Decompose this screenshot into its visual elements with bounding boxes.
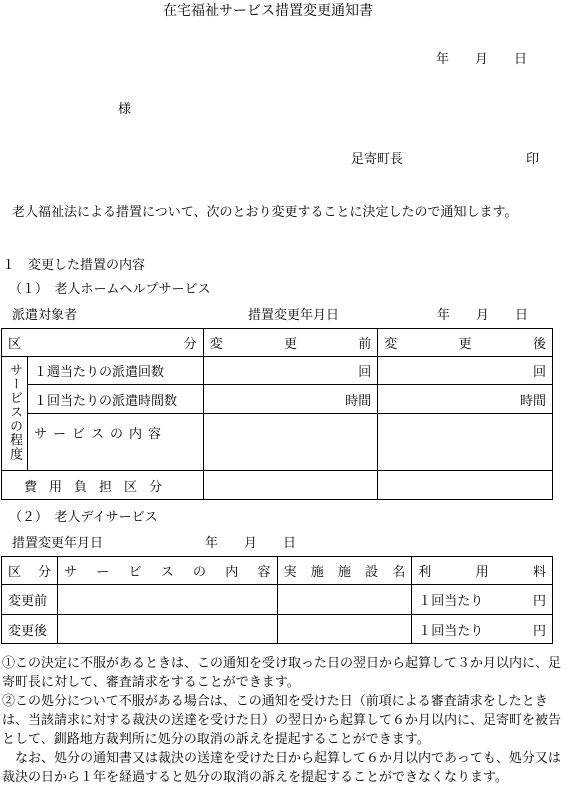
facility-cell — [277, 615, 412, 644]
header-facility: 実 施 施 設 名 — [277, 557, 412, 585]
homehelp-table — [1, 328, 553, 500]
day-change-date-value: 年 月 日 — [205, 536, 297, 551]
dayservice-table — [1, 556, 553, 644]
header-before: 変 更 前 — [203, 329, 378, 357]
after-value — [378, 414, 553, 471]
issuer-name: 足寄町長 — [351, 152, 404, 167]
header-fee: 利 用 料 — [412, 557, 553, 585]
header-after: 変 更 後 — [378, 329, 553, 357]
row-label: 変更後 — [2, 615, 58, 644]
intro-text: 老人福祉法による措置について、次のとおり変更することに決定したので通知します。 — [12, 205, 518, 220]
service-degree-label: サービスの程度 — [2, 357, 28, 471]
header-kubun: 区 分 — [2, 557, 58, 585]
issue-date: 年 月 日 — [436, 52, 528, 67]
note-appeal: ①この決定に不服があるときは、この通知を受け取った日の翌日から起算して３か月以内に、足寄町長に対して、審査請求をすることができます。 — [2, 656, 562, 690]
day-change-date-label: 措置変更年月日 — [12, 536, 104, 551]
table-row — [2, 471, 553, 500]
table-row — [2, 385, 553, 414]
section1-heading: １ 変更した措置の内容 — [2, 258, 146, 273]
before-value — [203, 414, 378, 471]
row-label: サービスの内容 — [27, 414, 203, 471]
row-label: 変更前 — [2, 585, 58, 615]
after-value — [378, 471, 553, 500]
document-title: 在宅福祉サービス措置変更通知書 — [163, 3, 373, 19]
sub1-heading: （１） 老人ホームヘルプサービス — [9, 282, 211, 297]
cost-burden-label: 費用負担区分 — [2, 471, 204, 500]
note-time-limit: なお、処分の通知書又は裁決の送達を受けた日から起算して６か月以内であっても、処分又は裁決の日から１年を経過すると処分の取消の訴えを提起することができなくなります。 — [2, 751, 561, 785]
before-value: 回 — [203, 357, 378, 385]
table-row — [2, 585, 553, 615]
header-kubun: 区 分 — [2, 329, 204, 357]
before-value: 時間 — [203, 385, 378, 414]
service-content-cell — [57, 615, 277, 644]
change-date-value: 年 月 日 — [437, 308, 529, 323]
row-label: １回当たりの派遣時間数 — [27, 385, 203, 414]
before-value — [203, 471, 378, 500]
fee-cell: １回当たり 円 — [412, 615, 553, 644]
table-row — [2, 615, 553, 644]
row-label: １週当たりの派遣回数 — [27, 357, 203, 385]
homehelp-header-row — [2, 329, 553, 357]
note-lawsuit: ②この処分について不服がある場合は、この通知を受けた日（前項による審査請求をしたときは、当該請求に対する裁決の送達を受けた日）の翌日から起算して６か月以内に、足寄町を被告として、釧路地方裁判所に処分の取消の訴えを提起することができます。 — [2, 694, 562, 747]
after-value: 時間 — [378, 385, 553, 414]
dayservice-header-row — [2, 557, 553, 585]
addressee-suffix: 様 — [118, 102, 132, 117]
facility-cell — [277, 585, 412, 615]
sub2-heading: （２） 老人デイサービス — [9, 510, 158, 525]
notes-block — [2, 654, 572, 787]
seal-mark: 印 — [526, 152, 540, 167]
service-content-cell — [57, 585, 277, 615]
header-service-content: サ ー ビ ス の 内 容 — [57, 557, 277, 585]
table-row — [2, 414, 553, 471]
after-value: 回 — [378, 357, 553, 385]
table-row — [2, 357, 553, 385]
change-date-label: 措置変更年月日 — [248, 308, 340, 323]
fee-cell: １回当たり 円 — [412, 585, 553, 615]
target-person-label: 派遣対象者 — [12, 308, 78, 323]
